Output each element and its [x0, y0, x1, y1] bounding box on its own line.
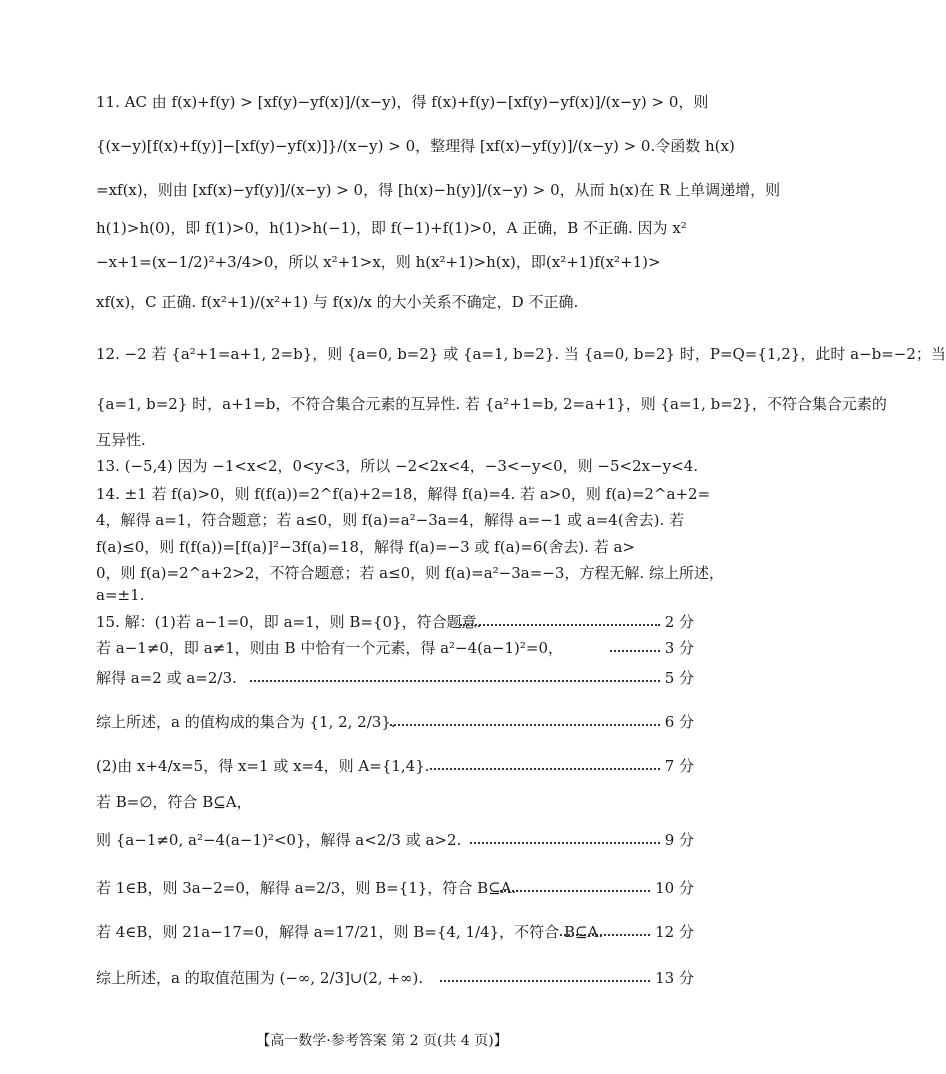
- q12-line-3: 互异性.: [96, 431, 146, 449]
- leader-dots: [500, 890, 650, 892]
- q11-line-5: −x+1=(x−1/2)²+3/4>0，所以 x²+1>x，则 h(x²+1)>h(x)，即(x²+1)f(x²+1)>: [96, 253, 661, 271]
- q15-step-2-score: 3 分: [664, 639, 694, 657]
- q15-step-8-score: 10 分: [655, 879, 694, 897]
- q11-line-3: =xf(x)，则由 [xf(x)−yf(y)]/(x−y) > 0，得 [h(x)−h(y)]/(x−y) > 0，从而 h(x)在 R 上单调递增，则: [96, 181, 781, 199]
- q15-step-4-score: 6 分: [664, 713, 694, 731]
- q15-step-9-score: 12 分: [655, 923, 694, 941]
- q11-line-1: 11. AC 由 f(x)+f(y) > [xf(y)−yf(x)]/(x−y)，得 f(x)+f(y)−[xf(y)−yf(x)]/(x−y) > 0，则: [96, 93, 709, 111]
- q15-step-5-score: 7 分: [664, 757, 694, 775]
- leader-dots: [430, 768, 660, 770]
- q15-step-9-text: 若 4∈B，则 21a−17=0，解得 a=17/21，则 B={4, 1/4}，不符合 B⊆A.: [96, 923, 604, 941]
- q15-step-3-text: 解得 a=2 或 a=2/3.: [96, 669, 237, 687]
- q11-line-4: h(1)>h(0)，即 f(1)>0，h(1)>h(−1)，即 f(−1)+f(1)>0，A 正确，B 不正确. 因为 x²: [96, 219, 687, 237]
- q15-step-5-text: (2)由 x+4/x=5，得 x=1 或 x=4，则 A={1,4}.: [96, 757, 430, 775]
- q15-step-3-score: 5 分: [664, 669, 694, 687]
- q15-step-2-text: 若 a−1≠0，即 a≠1，则由 B 中恰有一个元素，得 a²−4(a−1)²=0，: [96, 639, 564, 657]
- q15-step-7-score: 9 分: [664, 831, 694, 849]
- q15-step-8-text: 若 1∈B，则 3a−2=0，解得 a=2/3，则 B={1}，符合 B⊆A.: [96, 879, 517, 897]
- q14-line-2: 4，解得 a=1，符合题意；若 a≤0，则 f(a)=a²−3a=4，解得 a=−1 或 a=4(舍去). 若: [96, 511, 685, 529]
- leader-dots: [250, 680, 660, 682]
- q14-line-5: a=±1.: [96, 586, 145, 604]
- leader-dots: [470, 842, 660, 844]
- leader-dots: [460, 624, 660, 626]
- q13-line: 13. (−5,4) 因为 −1<x<2，0<y<3，所以 −2<2x<4，−3<−y<0，则 −5<2x−y<4.: [96, 457, 699, 475]
- q15-step-10-text: 综上所述，a 的取值范围为 (−∞, 2/3]∪(2, +∞).: [96, 969, 424, 987]
- leader-dots: [440, 980, 650, 982]
- q14-line-4: 0，则 f(a)=2^a+2>2，不符合题意；若 a≤0，则 f(a)=a²−3a=−3，方程无解. 综上所述，: [96, 564, 724, 582]
- q14-line-1: 14. ±1 若 f(a)>0，则 f(f(a))=2^f(a)+2=18，解得 f(a)=4. 若 a>0，则 f(a)=2^a+2=: [96, 485, 711, 503]
- q15-step-6-text: 若 B=∅，符合 B⊆A，: [96, 793, 252, 811]
- q12-line-1: 12. −2 若 {a²+1=a+1, 2=b}，则 {a=0, b=2} 或 {a=1, b=2}. 当 {a=0, b=2} 时，P=Q={1,2}，此时 a−b=−2；当: [96, 345, 946, 363]
- q15-step-7-text: 则 {a−1≠0, a²−4(a−1)²<0}，解得 a<2/3 或 a>2.: [96, 831, 462, 849]
- q14-line-3: f(a)≤0，则 f(f(a))=[f(a)]²−3f(a)=18，解得 f(a)=−3 或 f(a)=6(舍去). 若 a>: [96, 538, 635, 556]
- leader-dots: [610, 650, 660, 652]
- leader-dots: [390, 724, 660, 726]
- q15-step-10-score: 13 分: [655, 969, 694, 987]
- q15-step-4-text: 综上所述，a 的值构成的集合为 {1, 2, 2/3}.: [96, 713, 396, 731]
- leader-dots: [560, 934, 650, 936]
- q11-line-6: xf(x)，C 正确. f(x²+1)/(x²+1) 与 f(x)/x 的大小关系不确定，D 不正确.: [96, 293, 579, 311]
- q12-line-2: {a=1, b=2} 时，a+1=b，不符合集合元素的互异性. 若 {a²+1=b, 2=a+1}，则 {a=1, b=2}，不符合集合元素的: [96, 395, 887, 413]
- q11-line-2: {(x−y)[f(x)+f(y)]−[xf(y)−yf(x)]}/(x−y) > 0，整理得 [xf(x)−yf(y)]/(x−y) > 0.令函数 h(x): [96, 137, 735, 155]
- page-footer: 【高一数学·参考答案 第 2 页(共 4 页)】: [256, 1033, 508, 1049]
- q15-step-1-score: 2 分: [664, 613, 694, 631]
- q15-step-1-text: 15. 解：(1)若 a−1=0，即 a=1，则 B={0}，符合题意.: [96, 613, 482, 631]
